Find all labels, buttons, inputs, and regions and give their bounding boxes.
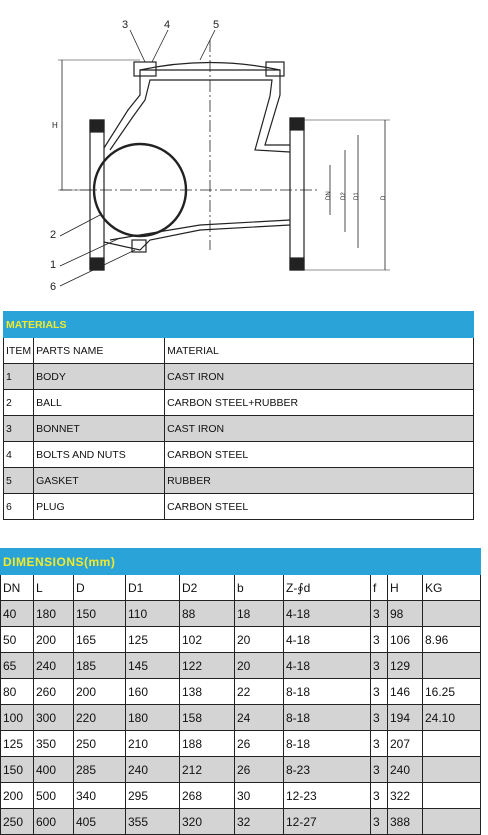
callout-3: 3 xyxy=(122,19,129,31)
dimension-cell: 3 xyxy=(371,809,388,835)
dimension-cell: 4-18 xyxy=(284,653,371,679)
part-cell: GASKET xyxy=(34,468,165,494)
materials-row xyxy=(4,364,474,390)
dimension-cell: 200 xyxy=(74,679,126,705)
part-cell: BALL xyxy=(34,390,165,416)
dimension-cell: 122 xyxy=(180,653,235,679)
dimension-cell: 180 xyxy=(34,601,74,627)
dimension-cell: 400 xyxy=(34,757,74,783)
dimension-cell: 32 xyxy=(235,809,284,835)
dimension-cell: 3 xyxy=(371,705,388,731)
dimension-cell: 125 xyxy=(126,627,180,653)
dimension-cell: 300 xyxy=(34,705,74,731)
dimensions-title-row xyxy=(1,549,481,575)
dimension-cell: 102 xyxy=(180,627,235,653)
dimension-cell: 3 xyxy=(371,731,388,757)
materials-title-row xyxy=(4,312,474,338)
item-cell: 3 xyxy=(4,416,34,442)
header-kg: KG xyxy=(423,575,481,601)
part-cell: PLUG xyxy=(34,494,165,520)
dimension-cell: 355 xyxy=(126,809,180,835)
dimension-cell: 100 xyxy=(1,705,34,731)
dimension-cell: 150 xyxy=(74,601,126,627)
materials-row xyxy=(4,468,474,494)
dimension-cell: 125 xyxy=(1,731,34,757)
dimension-cell: 146 xyxy=(388,679,423,705)
materials-row xyxy=(4,416,474,442)
dimensions-table xyxy=(0,548,481,835)
material-cell: RUBBER xyxy=(165,468,474,494)
dimensions-row xyxy=(1,653,481,679)
material-cell: CARBON STEEL xyxy=(165,494,474,520)
dimension-cell xyxy=(423,809,481,835)
dimension-cell: 250 xyxy=(74,731,126,757)
dimension-cell: 65 xyxy=(1,653,34,679)
dimension-cell: 210 xyxy=(126,731,180,757)
dimension-cell: 88 xyxy=(180,601,235,627)
materials-row xyxy=(4,442,474,468)
dimension-cell: 240 xyxy=(388,757,423,783)
dimensions-row xyxy=(1,627,481,653)
header-b: b xyxy=(235,575,284,601)
dimension-cell: 158 xyxy=(180,705,235,731)
dim-label-d2: D2 xyxy=(341,192,347,200)
dimension-cell: 260 xyxy=(34,679,74,705)
dimension-cell: 240 xyxy=(126,757,180,783)
dimensions-row xyxy=(1,705,481,731)
material-cell: CARBON STEEL xyxy=(165,442,474,468)
dimension-cell: 18 xyxy=(235,601,284,627)
dimension-cell: 98 xyxy=(388,601,423,627)
callout-4: 4 xyxy=(164,19,171,31)
material-cell: CAST IRON xyxy=(165,416,474,442)
dimension-cell: 20 xyxy=(235,653,284,679)
dimension-cell: 8-18 xyxy=(284,731,371,757)
dimension-cell: 180 xyxy=(126,705,180,731)
dim-label-d: D xyxy=(381,195,387,200)
dimension-cell xyxy=(423,783,481,809)
dimension-cell: 16.25 xyxy=(423,679,481,705)
dimensions-row xyxy=(1,783,481,809)
dimensions-header-row xyxy=(1,575,481,601)
dimensions-row xyxy=(1,757,481,783)
callout-1: 1 xyxy=(50,259,57,271)
materials-header-row xyxy=(4,338,474,364)
header-material: MATERIAL xyxy=(165,338,474,364)
dimension-cell: 3 xyxy=(371,653,388,679)
header-f: f xyxy=(371,575,388,601)
dimension-cell: 80 xyxy=(1,679,34,705)
dimension-cell xyxy=(423,757,481,783)
item-cell: 2 xyxy=(4,390,34,416)
item-cell: 5 xyxy=(4,468,34,494)
dimension-cell: 285 xyxy=(74,757,126,783)
dimension-cell: 350 xyxy=(34,731,74,757)
dimensions-row xyxy=(1,731,481,757)
item-cell: 4 xyxy=(4,442,34,468)
dimension-cell: 388 xyxy=(388,809,423,835)
dimension-cell: 110 xyxy=(126,601,180,627)
dimension-cell: 295 xyxy=(126,783,180,809)
valve-cross-section-drawing xyxy=(0,0,488,305)
dimension-cell: 240 xyxy=(34,653,74,679)
header-parts-name: PARTS NAME xyxy=(34,338,165,364)
header-h: H xyxy=(388,575,423,601)
materials-row xyxy=(4,390,474,416)
dimension-cell: 24 xyxy=(235,705,284,731)
header-l: L xyxy=(34,575,74,601)
dimension-cell: 200 xyxy=(34,627,74,653)
header-z-d: Z-∮d xyxy=(284,575,371,601)
dimensions-row xyxy=(1,809,481,835)
dimension-cell: 8-18 xyxy=(284,705,371,731)
part-cell: BOLTS AND NUTS xyxy=(34,442,165,468)
dimension-cell: 26 xyxy=(235,731,284,757)
dimension-cell: 50 xyxy=(1,627,34,653)
dimension-cell: 207 xyxy=(388,731,423,757)
callout-5: 5 xyxy=(213,19,220,31)
header-d: D xyxy=(74,575,126,601)
part-cell: BODY xyxy=(34,364,165,390)
dim-label-h: H xyxy=(52,121,58,130)
dimension-cell xyxy=(423,653,481,679)
dimension-cell: 220 xyxy=(74,705,126,731)
header-item: ITEM xyxy=(4,338,34,364)
dimension-cell: 20 xyxy=(235,627,284,653)
dimension-cell: 138 xyxy=(180,679,235,705)
dimension-cell: 322 xyxy=(388,783,423,809)
dimensions-body xyxy=(1,601,481,835)
dimension-cell: 150 xyxy=(1,757,34,783)
dimension-cell: 24.10 xyxy=(423,705,481,731)
dimension-cell: 40 xyxy=(1,601,34,627)
materials-row xyxy=(4,494,474,520)
dimensions-row xyxy=(1,601,481,627)
dimension-cell: 600 xyxy=(34,809,74,835)
dim-label-dn: DN xyxy=(326,191,332,200)
dimension-cell: 200 xyxy=(1,783,34,809)
dimension-cell: 3 xyxy=(371,601,388,627)
material-cell: CAST IRON xyxy=(165,364,474,390)
materials-table xyxy=(3,311,474,520)
dimension-cell: 106 xyxy=(388,627,423,653)
header-d1: D1 xyxy=(126,575,180,601)
dimensions-title: DIMENSIONS(mm) xyxy=(1,549,481,575)
dimension-cell xyxy=(423,601,481,627)
dimension-cell: 3 xyxy=(371,627,388,653)
dimension-cell: 405 xyxy=(74,809,126,835)
materials-title: MATERIALS xyxy=(4,312,474,338)
material-cell: CARBON STEEL+RUBBER xyxy=(165,390,474,416)
dimension-cell: 4-18 xyxy=(284,627,371,653)
dimension-cell: 30 xyxy=(235,783,284,809)
dimension-cell: 8.96 xyxy=(423,627,481,653)
dimension-cell: 3 xyxy=(371,783,388,809)
dimension-cell: 3 xyxy=(371,757,388,783)
dimension-cell: 4-18 xyxy=(284,601,371,627)
dimension-cell: 268 xyxy=(180,783,235,809)
dimension-cell: 212 xyxy=(180,757,235,783)
dimension-cell: 160 xyxy=(126,679,180,705)
dimension-cell xyxy=(423,731,481,757)
dimensions-row xyxy=(1,679,481,705)
dimension-cell: 500 xyxy=(34,783,74,809)
dimension-cell: 129 xyxy=(388,653,423,679)
dimension-cell: 340 xyxy=(74,783,126,809)
dimension-cell: 185 xyxy=(74,653,126,679)
dimension-cell: 3 xyxy=(371,679,388,705)
dimension-cell: 194 xyxy=(388,705,423,731)
dimension-cell: 250 xyxy=(1,809,34,835)
header-d2: D2 xyxy=(180,575,235,601)
part-cell: BONNET xyxy=(34,416,165,442)
item-cell: 6 xyxy=(4,494,34,520)
dimension-cell: 188 xyxy=(180,731,235,757)
callout-2: 2 xyxy=(50,229,57,241)
header-dn: DN xyxy=(1,575,34,601)
dimension-cell: 320 xyxy=(180,809,235,835)
item-cell: 1 xyxy=(4,364,34,390)
dimension-cell: 12-27 xyxy=(284,809,371,835)
dimension-cell: 165 xyxy=(74,627,126,653)
dimension-cell: 8-18 xyxy=(284,679,371,705)
dim-label-d1: D1 xyxy=(354,192,360,200)
callout-6: 6 xyxy=(50,281,57,293)
dimension-cell: 12-23 xyxy=(284,783,371,809)
dimension-cell: 26 xyxy=(235,757,284,783)
dimension-cell: 8-23 xyxy=(284,757,371,783)
dimension-cell: 145 xyxy=(126,653,180,679)
dimension-cell: 22 xyxy=(235,679,284,705)
